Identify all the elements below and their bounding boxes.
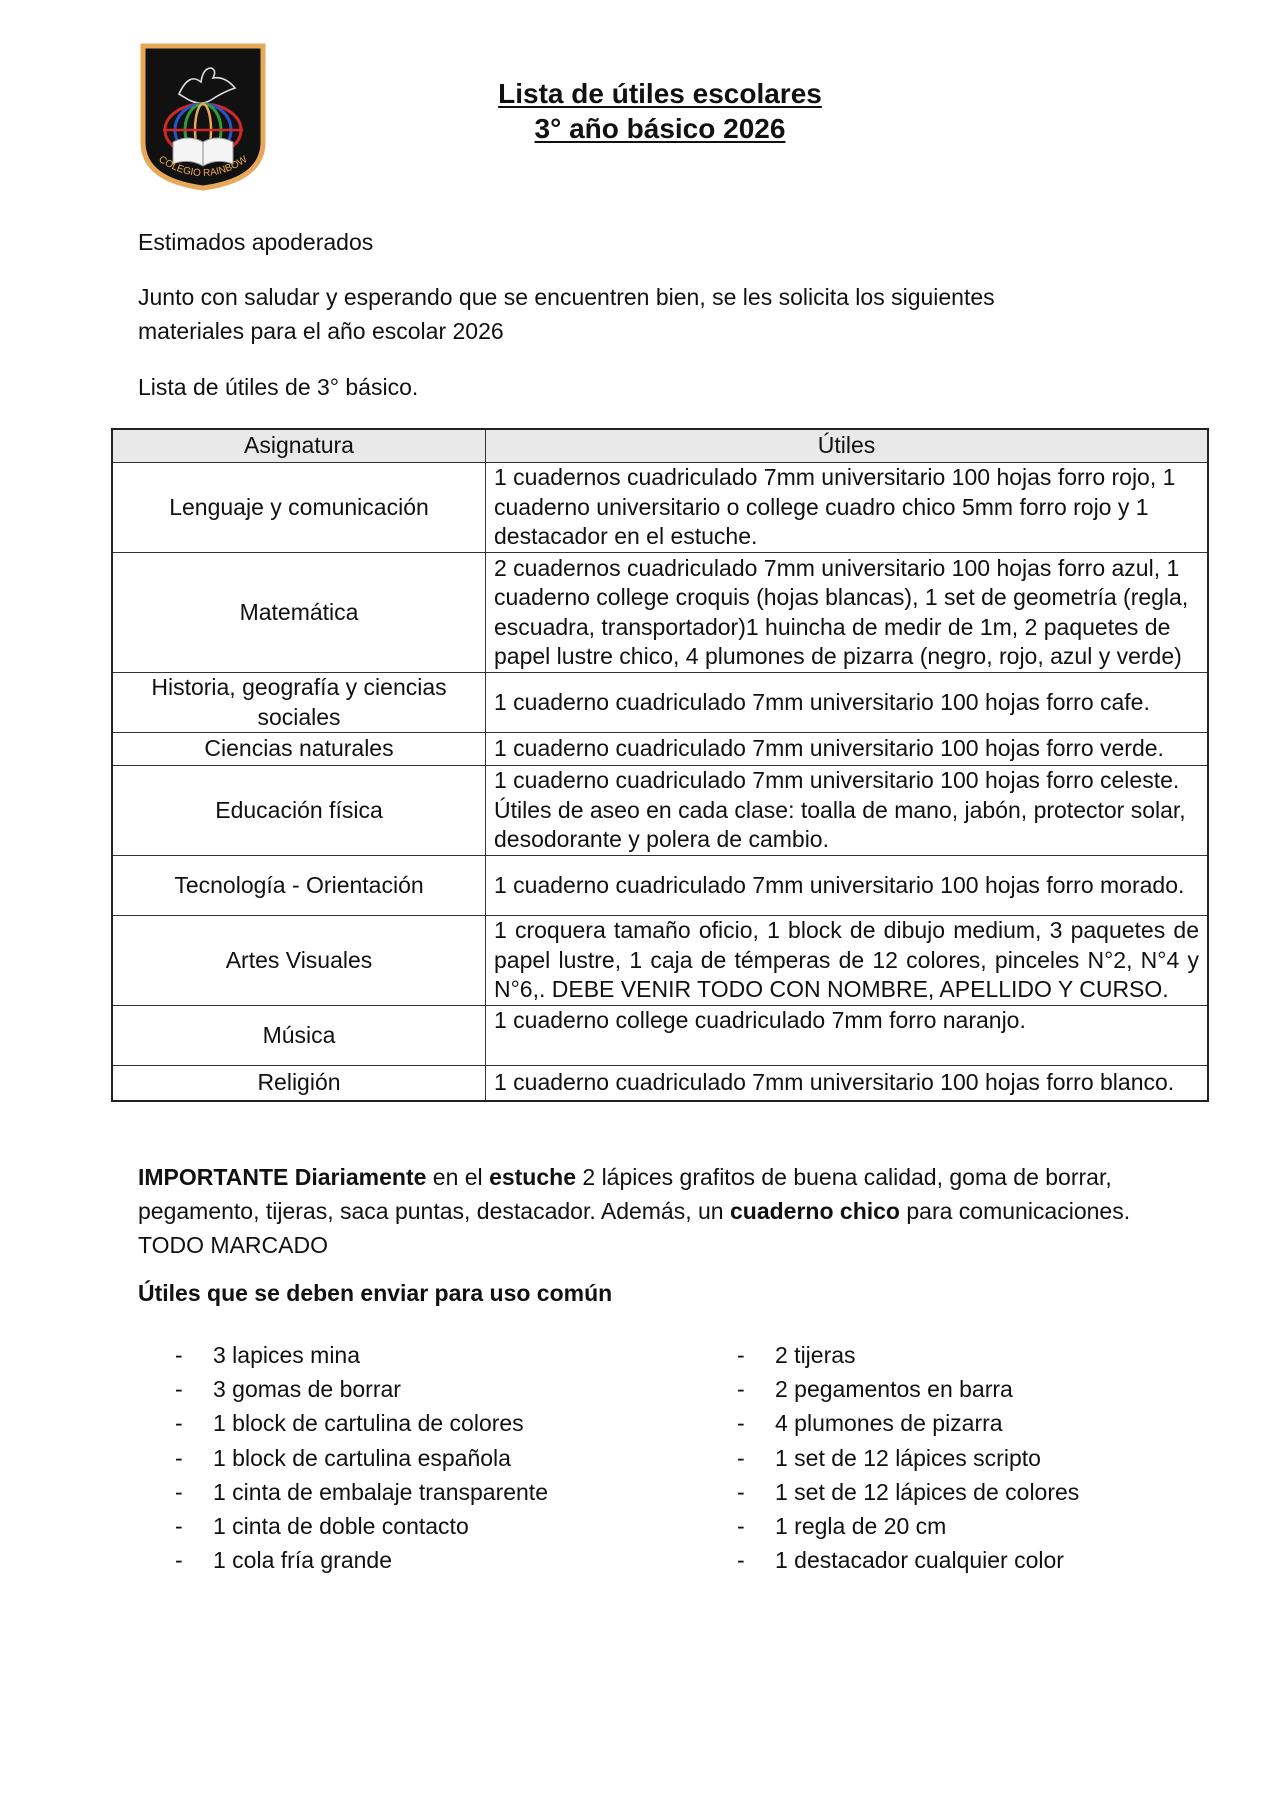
list-item: - 1 regla de 20 cm — [700, 1509, 1079, 1543]
bullet-dash-icon: - — [737, 1547, 745, 1574]
table-row — [112, 1066, 1208, 1101]
bullet-dash-icon: - — [737, 1478, 745, 1505]
important-bold-diariamente: Diariamente — [294, 1164, 427, 1190]
school-logo — [139, 42, 267, 192]
subject-cell: Lenguaje y comunicación — [112, 463, 486, 553]
column-header-items: Útiles — [486, 429, 1209, 463]
items-cell: 1 cuaderno cuadriculado 7mm universitario 100 hojas forro morado. — [486, 856, 1209, 916]
important-text-3: para comunicaciones. TODO MARCADO — [138, 1198, 1131, 1258]
bullet-dash-icon: - — [737, 1513, 745, 1540]
bullet-dash-icon: - — [737, 1410, 745, 1437]
table-row — [112, 916, 1208, 1006]
table-row — [112, 733, 1208, 766]
list-item: - 1 cinta de doble contacto — [138, 1509, 548, 1543]
bullet-dash-icon: - — [737, 1444, 745, 1471]
important-bold-cuaderno: cuaderno chico — [729, 1198, 900, 1224]
subject-cell: Tecnología - Orientación — [112, 856, 486, 916]
table-row — [112, 856, 1208, 916]
subject-cell: Matemática — [112, 553, 486, 673]
list-item: - 1 set de 12 lápices de colores — [700, 1475, 1079, 1509]
list-item: - 1 cola fría grande — [138, 1543, 548, 1577]
important-text-2: 2 lápices grafitos de buena calidad, goma de borrar, pegamento, tijeras, saca puntas, destacador. Además, un — [138, 1164, 1112, 1224]
list-item: - 1 block de cartulina española — [138, 1441, 548, 1475]
subject-cell: Artes Visuales — [112, 916, 486, 1006]
supplies-table — [111, 428, 1209, 1102]
items-cell: 1 cuaderno cuadriculado 7mm universitario 100 hojas forro blanco. — [486, 1066, 1209, 1101]
bullet-dash-icon: - — [175, 1376, 183, 1403]
common-supplies-heading: Útiles que se deben enviar para uso común — [138, 1280, 613, 1306]
subject-cell: Religión — [112, 1066, 486, 1101]
title-line-2: 3° año básico 2026 — [534, 113, 786, 144]
bullet-dash-icon: - — [175, 1513, 183, 1540]
items-cell: 1 cuaderno cuadriculado 7mm universitario 100 hojas forro celeste. Útiles de aseo en cada clase: toalla de mano, jabón, protector solar, desodorante y polera de cambio. — [486, 766, 1209, 856]
intro-line-1: Junto con saludar y esperando que se encuentren bien, se les solicita los siguientes — [138, 284, 995, 310]
bullet-dash-icon: - — [175, 1444, 183, 1471]
items-cell: 1 cuaderno cuadriculado 7mm universitario 100 hojas forro cafe. — [486, 673, 1209, 733]
list-item: - 1 block de cartulina de colores — [138, 1406, 548, 1440]
school-crest-icon — [139, 42, 267, 192]
bullet-dash-icon: - — [175, 1547, 183, 1574]
list-item: - 2 tijeras — [700, 1338, 1079, 1372]
subject-cell: Historia, geografía y ciencias sociales — [112, 673, 486, 733]
table-row — [112, 463, 1208, 553]
page-title — [340, 76, 980, 146]
subject-cell: Educación física — [112, 766, 486, 856]
common-supplies-right-list — [700, 1338, 1079, 1577]
list-item: - 4 plumones de pizarra — [700, 1406, 1079, 1440]
intro-paragraph — [138, 280, 1148, 348]
items-cell: 1 croquera tamaño oficio, 1 block de dibujo medium, 3 paquetes de papel lustre, 1 caja de témperas de 12 colores, pinceles N°2, N°4 y N°6,. DEBE VENIR TODO CON NOMBRE, APELLIDO Y CURSO. — [486, 916, 1209, 1006]
list-item: - 3 lapices mina — [138, 1338, 548, 1372]
intro-line-2: materiales para el año escolar 2026 — [138, 318, 504, 344]
bullet-dash-icon: - — [737, 1376, 745, 1403]
greeting: Estimados apoderados — [138, 229, 374, 255]
column-header-subject: Asignatura — [112, 429, 486, 463]
bullet-dash-icon: - — [175, 1410, 183, 1437]
table-row — [112, 553, 1208, 673]
table-header-row — [112, 429, 1208, 463]
table-row — [112, 673, 1208, 733]
important-bold-estuche: estuche — [489, 1164, 576, 1190]
list-item: - 1 set de 12 lápices scripto — [700, 1441, 1079, 1475]
bullet-dash-icon: - — [175, 1342, 183, 1368]
list-item: - 3 gomas de borrar — [138, 1372, 548, 1406]
list-item: - 1 cinta de embalaje transparente — [138, 1475, 548, 1509]
important-text-1: en el — [426, 1164, 490, 1190]
items-cell: 1 cuaderno cuadriculado 7mm universitario 100 hojas forro verde. — [486, 733, 1209, 766]
items-cell: 1 cuaderno college cuadriculado 7mm forro naranjo. — [486, 1006, 1209, 1066]
bullet-dash-icon: - — [737, 1342, 745, 1368]
important-label: IMPORTANTE — [138, 1164, 289, 1190]
subject-cell: Ciencias naturales — [112, 733, 486, 766]
items-cell: 2 cuadernos cuadriculado 7mm universitario 100 hojas forro azul, 1 cuaderno college croquis (hojas blancas), 1 set de geometría (regla, escuadra, transportador)1 huincha de medir de 1m, 2 paquetes de papel lustre chico, 4 plumones de pizarra (negro, rojo, azul y verde) — [486, 553, 1209, 673]
important-note — [138, 1160, 1148, 1262]
bullet-dash-icon: - — [175, 1478, 183, 1505]
list-item: - 2 pegamentos en barra — [700, 1372, 1079, 1406]
svg-text:COLEGIO RAINBOW: COLEGIO RAINBOW — [156, 154, 250, 180]
list-item: - 1 destacador cualquier color — [700, 1543, 1079, 1577]
common-supplies-left-list — [138, 1338, 548, 1577]
table-row — [112, 1006, 1208, 1066]
table-row — [112, 766, 1208, 856]
items-cell: 1 cuadernos cuadriculado 7mm universitario 100 hojas forro rojo, 1 cuaderno universitario o college cuadro chico 5mm forro rojo y 1 destacador en el estuche. — [486, 463, 1209, 553]
subject-cell: Música — [112, 1006, 486, 1066]
list-heading: Lista de útiles de 3° básico. — [138, 374, 419, 400]
title-line-1: Lista de útiles escolares — [498, 78, 822, 109]
